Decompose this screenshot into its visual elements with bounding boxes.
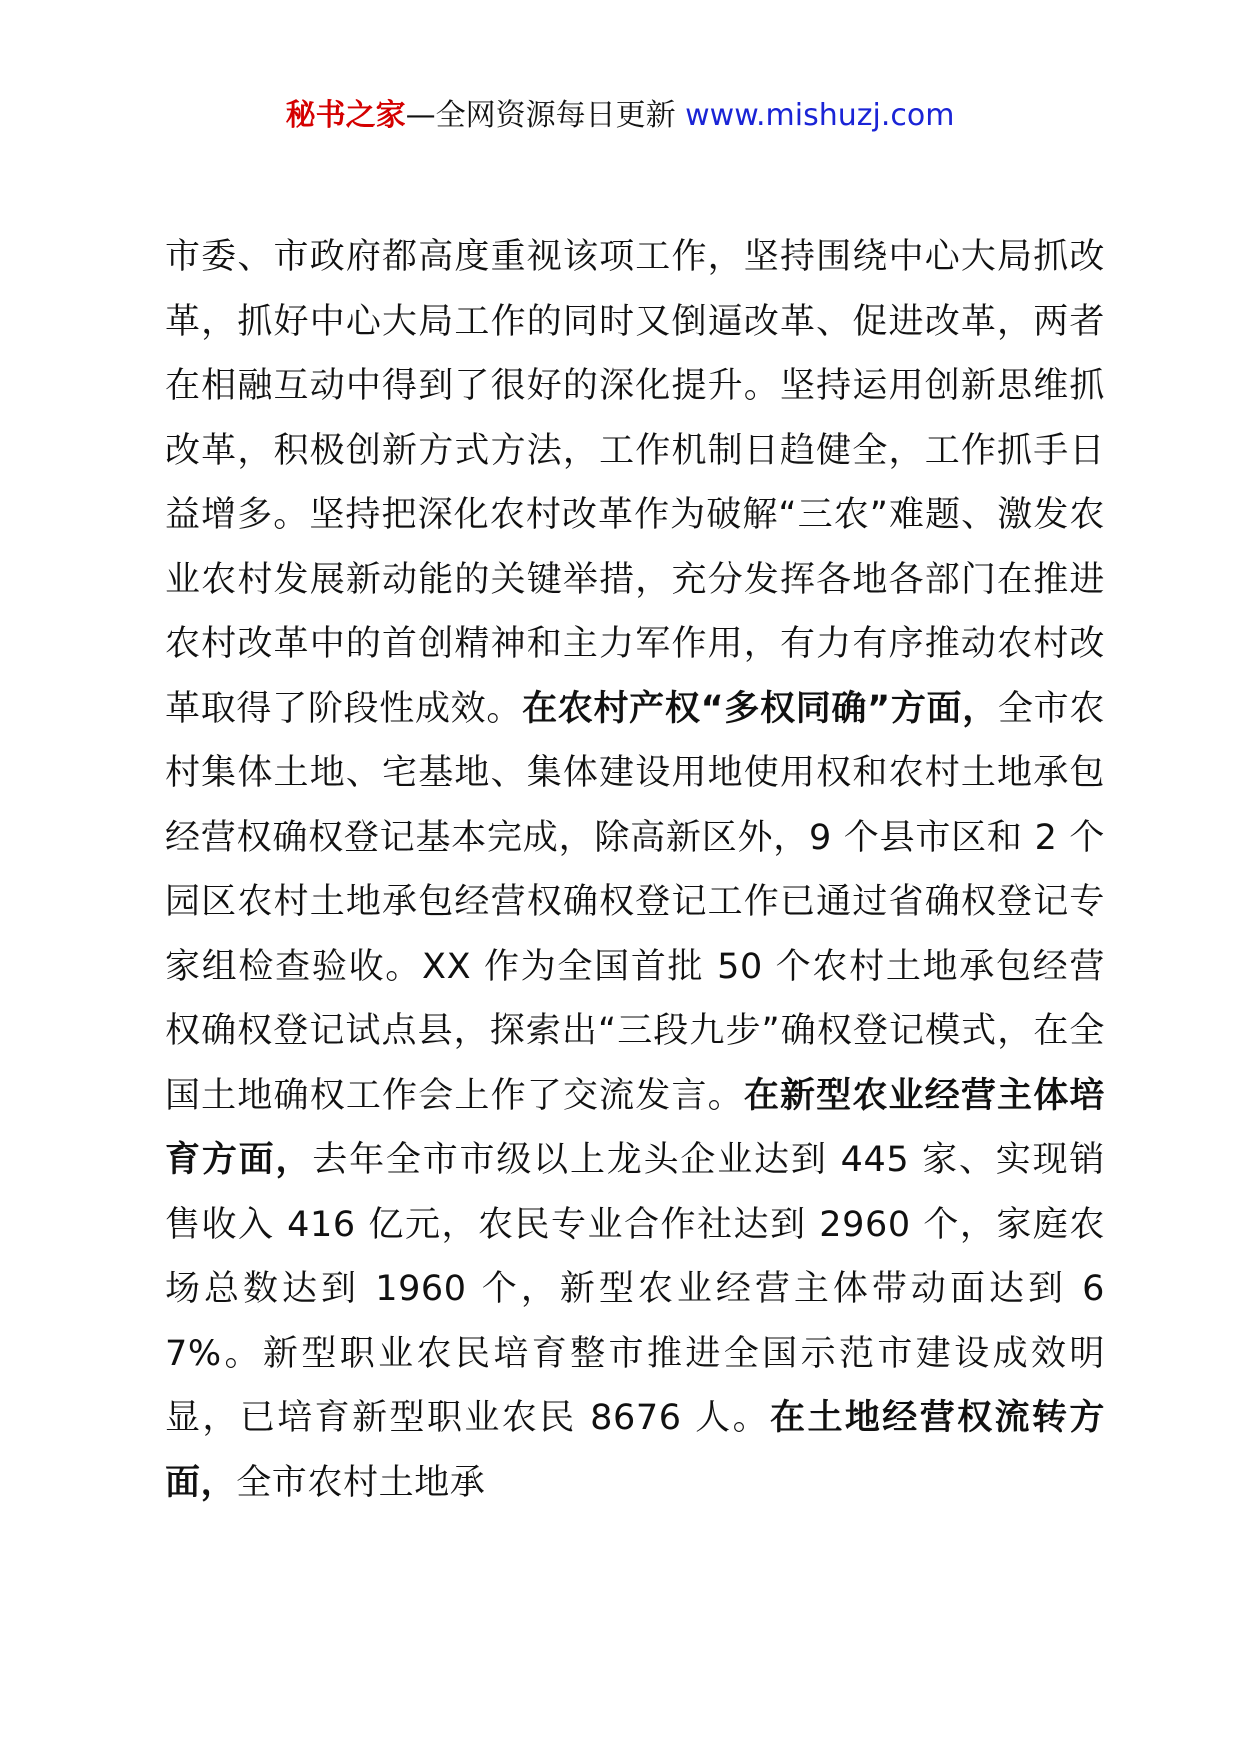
section-heading-land-transfer: 在土地经营权流转方面，: [165, 1398, 1105, 1503]
site-header: [0, 98, 1240, 134]
text-segment-4: 全市农村土地承: [236, 1462, 486, 1503]
text-segment-3: 去年全市市级以上龙头企业达到 445 家、实现销售收入 416 亿元，农民专业合作社达到 2960 个，家庭农场总数达到 1960 个，新型农业经营主体带动面达到 67%。新型职业农民培育整市推进全国示范市建设成效明显，已培育新型职业农民 8676 人。: [165, 1140, 1105, 1438]
section-heading-property-rights: 在农村产权“多权同确”方面，: [522, 688, 998, 729]
site-brand: 秘书之家: [285, 98, 406, 133]
section-heading-new-entities: 在新型农业经营主体培育方面，: [165, 1075, 1105, 1180]
text-segment-1: 市委、市政府都高度重视该项工作，坚持围绕中心大局抓改革，抓好中心大局工作的同时又倒逼改革、促进改革，两者在相融互动中得到了很好的深化提升。坚持运用创新思维抓改革，积极创新方式方法，工作机制日趋健全，工作抓手日益增多。坚持把深化农村改革作为破解“三农”难题、激发农业农村发展新动能的关键举措，充分发挥各地各部门在推进农村改革中的首创精神和主力军作用，有力有序推动农村改革取得了阶段性成效。: [165, 237, 1105, 729]
text-segment-2: 全市农村集体土地、宅基地、集体建设用地使用权和农村土地承包经营权确权登记基本完成，除高新区外，9 个县市区和 2 个园区农村土地承包经营权确权登记工作已通过省确权登记专家组检查验收。XX 作为全国首批 50 个农村土地承包经营权确权登记试点县，探索出“三段九步”确权登记模式，在全国土地确权工作会上作了交流发言。: [165, 688, 1105, 1116]
body-paragraph: [165, 225, 1105, 1515]
site-url[interactable]: www.mishuzj.com: [685, 98, 955, 133]
site-tagline: —全网资源每日更新: [405, 98, 686, 133]
